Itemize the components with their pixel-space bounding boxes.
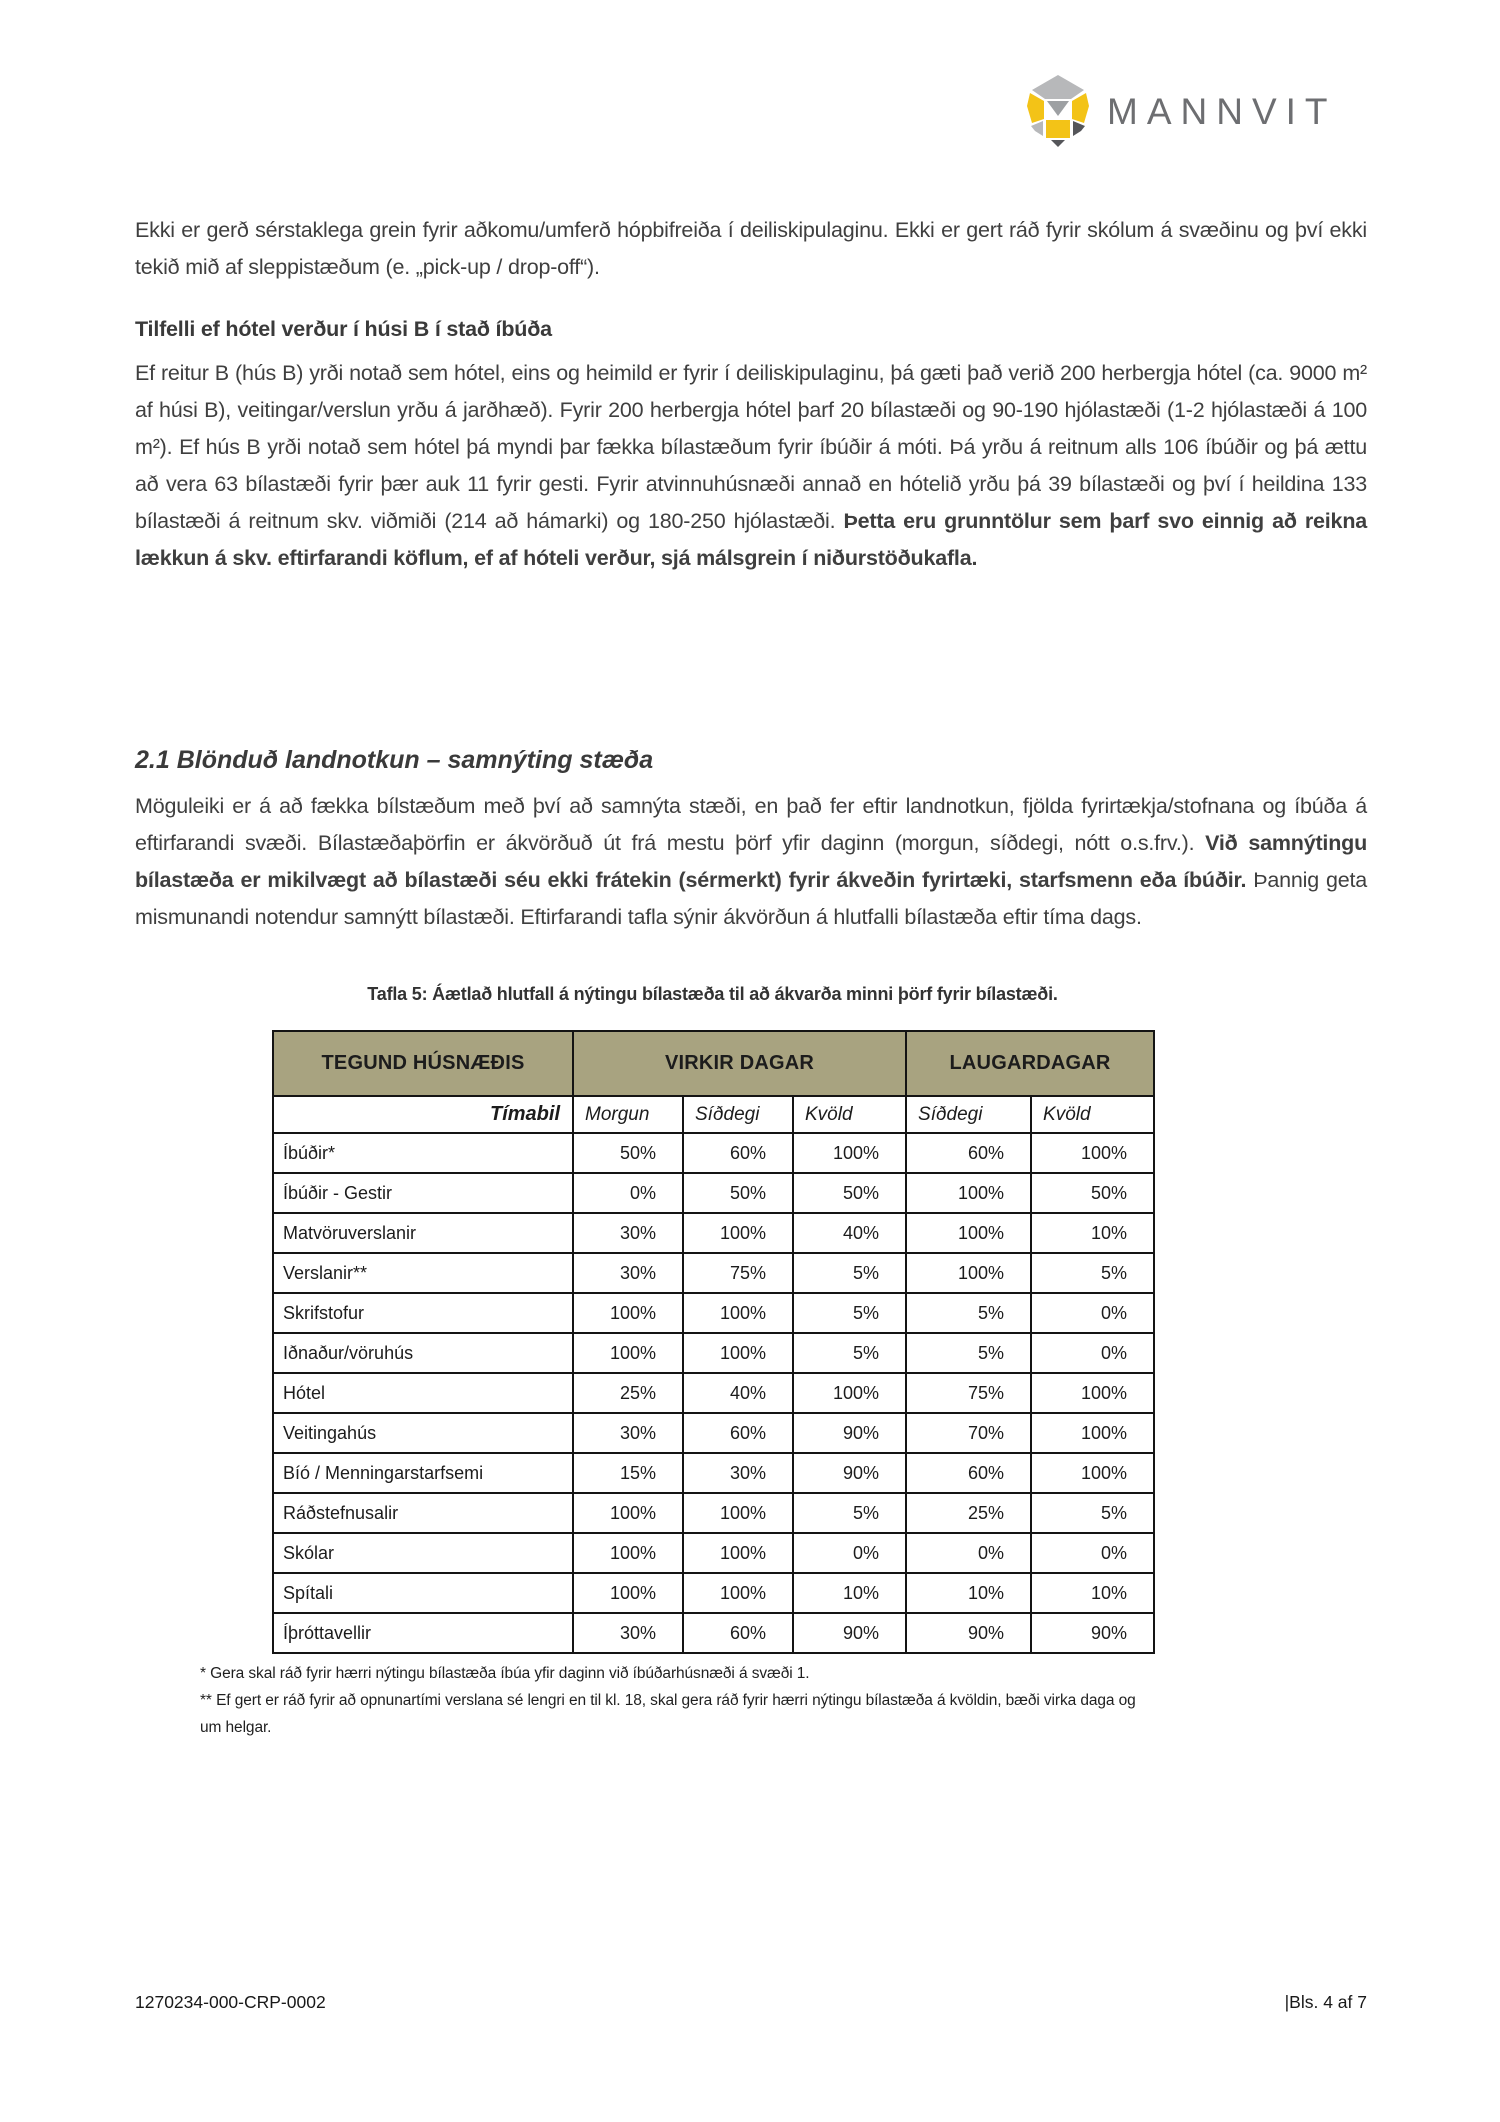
logo-wordmark: MANNVIT xyxy=(1107,90,1337,132)
table-footnotes xyxy=(200,1660,1150,1741)
value-siddegi-laugardagar: 5% xyxy=(906,1293,1031,1333)
value-morgun: 30% xyxy=(573,1413,683,1453)
row-category: Skrifstofur xyxy=(273,1293,573,1333)
table-row xyxy=(273,1373,1154,1413)
footnote-2: ** Ef gert er ráð fyrir að opnunartími verslana sé lengri en til kl. 18, skal gera ráð fyrir hærri nýtingu bílastæða á kvöldin, bæði virka daga og um helgar. xyxy=(200,1692,1136,1736)
value-kvold-laugardagar: 10% xyxy=(1031,1573,1154,1613)
value-siddegi-laugardagar: 90% xyxy=(906,1613,1031,1653)
footnote-1: * Gera skal ráð fyrir hærri nýtingu bílastæða íbúa yfir daginn við íbúðarhúsnæði á svæði 1. xyxy=(200,1665,810,1682)
value-kvold-laugardagar: 100% xyxy=(1031,1413,1154,1453)
col-header-siddegi-laugardagar: Síðdegi xyxy=(906,1096,1031,1133)
value-morgun: 30% xyxy=(573,1213,683,1253)
table-row xyxy=(273,1573,1154,1613)
value-kvold-virkir: 50% xyxy=(793,1173,906,1213)
value-siddegi-laugardagar: 60% xyxy=(906,1453,1031,1493)
value-kvold-laugardagar: 5% xyxy=(1031,1493,1154,1533)
value-siddegi-virkir: 75% xyxy=(683,1253,793,1293)
value-siddegi-virkir: 60% xyxy=(683,1613,793,1653)
col-header-tegund-husnaedis: TEGUND HÚSNÆÐIS xyxy=(273,1031,573,1096)
value-kvold-virkir: 40% xyxy=(793,1213,906,1253)
col-header-virkir-dagar: VIRKIR DAGAR xyxy=(573,1031,906,1096)
value-kvold-laugardagar: 50% xyxy=(1031,1173,1154,1213)
table-row xyxy=(273,1613,1154,1653)
footer-page-number: |Bls. 4 af 7 xyxy=(1284,1992,1367,2012)
value-kvold-virkir: 90% xyxy=(793,1613,906,1653)
row-category: Iðnaður/vöruhús xyxy=(273,1333,573,1373)
col-header-morgun: Morgun xyxy=(573,1096,683,1133)
value-kvold-laugardagar: 0% xyxy=(1031,1533,1154,1573)
value-siddegi-virkir: 100% xyxy=(683,1333,793,1373)
col-header-timabil: Tímabil xyxy=(273,1096,573,1133)
value-kvold-laugardagar: 100% xyxy=(1031,1373,1154,1413)
paragraph-shared-parking-bold: Við samnýtingu bílastæða er mikilvægt að bílastæði séu ekki frátekin (sérmerkt) fyrir ákveðin fyrirtæki, starfsmenn eða íbúðir. xyxy=(135,830,1367,892)
value-morgun: 100% xyxy=(573,1493,683,1533)
paragraph-hotel-case-bold: Þetta eru grunntölur sem þarf svo einnig að reikna lækkun á skv. eftirfarandi köflum, ef af hóteli verður, sjá málsgrein í niðurstöðukafla. xyxy=(135,508,1368,570)
footer-document-number: 1270234-000-CRP-0002 xyxy=(135,1992,326,2012)
paragraph-shared-parking xyxy=(135,788,1367,936)
row-category: Verslanir** xyxy=(273,1253,573,1293)
table-header-times xyxy=(273,1096,1154,1133)
value-siddegi-virkir: 60% xyxy=(683,1133,793,1173)
paragraph-intro: Ekki er gerð sérstaklega grein fyrir aðkomu/umferð hópbifreiða í deiliskipulaginu. Ekki er gert ráð fyrir skólum á svæðinu og því ekki tekið mið af sleppistæðum (e. „pick-up / drop-off“). xyxy=(135,217,1367,279)
value-siddegi-laugardagar: 100% xyxy=(906,1253,1031,1293)
value-siddegi-laugardagar: 100% xyxy=(906,1213,1031,1253)
value-morgun: 30% xyxy=(573,1253,683,1293)
value-siddegi-virkir: 100% xyxy=(683,1533,793,1573)
value-kvold-virkir: 5% xyxy=(793,1293,906,1333)
value-siddegi-laugardagar: 25% xyxy=(906,1493,1031,1533)
parking-utilization-table xyxy=(272,1030,1155,1654)
value-kvold-virkir: 5% xyxy=(793,1253,906,1293)
col-header-kvold-virkir: Kvöld xyxy=(793,1096,906,1133)
table-row xyxy=(273,1453,1154,1493)
value-kvold-virkir: 10% xyxy=(793,1573,906,1613)
value-kvold-laugardagar: 5% xyxy=(1031,1253,1154,1293)
value-siddegi-laugardagar: 75% xyxy=(906,1373,1031,1413)
value-kvold-laugardagar: 10% xyxy=(1031,1213,1154,1253)
table-row xyxy=(273,1253,1154,1293)
value-morgun: 0% xyxy=(573,1173,683,1213)
table-row xyxy=(273,1413,1154,1453)
value-siddegi-laugardagar: 70% xyxy=(906,1413,1031,1453)
value-siddegi-virkir: 100% xyxy=(683,1293,793,1333)
table-header-groups xyxy=(273,1031,1154,1096)
value-kvold-laugardagar: 100% xyxy=(1031,1133,1154,1173)
table-caption: Tafla 5: Áætlað hlutfall á nýtingu bílastæða til að ákvarða minni þörf fyrir bílastæði. xyxy=(367,984,1058,1004)
table-row xyxy=(273,1213,1154,1253)
row-category: Íbúðir - Gestir xyxy=(273,1173,573,1213)
value-siddegi-virkir: 100% xyxy=(683,1213,793,1253)
table-row xyxy=(273,1493,1154,1533)
row-category: Hótel xyxy=(273,1373,573,1413)
value-siddegi-laugardagar: 0% xyxy=(906,1533,1031,1573)
paragraph-shared-parking-text2: Þannig geta mismunandi notendur samnýtt bílastæði. Eftirfarandi tafla sýnir ákvörðun á hlutfalli bílastæða eftir tíma dags. xyxy=(135,867,1367,929)
row-category: Ráðstefnusalir xyxy=(273,1493,573,1533)
value-siddegi-laugardagar: 5% xyxy=(906,1333,1031,1373)
value-siddegi-laugardagar: 10% xyxy=(906,1573,1031,1613)
col-header-siddegi-virkir: Síðdegi xyxy=(683,1096,793,1133)
paragraph-hotel-case-text: Ef reitur B (hús B) yrði notað sem hótel, eins og heimild er fyrir í deiliskipulaginu, þá gæti það verið 200 herbergja hótel (ca. 9000 m² af húsi B), veitingar/verslun yrðu á jarðhæð). Fyrir 200 herbergja hótel þarf 20 bílastæði og 90-190 hjólastæði (1-2 hjólastæði á 100 m²). Ef hús B yrði notað sem hótel þá myndi þar fækka bílastæðum fyrir íbúðir á móti. Þá yrðu á reitnum alls 106 íbúðir og þá ættu að vera 63 bílastæði fyrir þær auk 11 fyrir gesti. Fyrir atvinnuhúsnæði annað en hótelið yrðu þá 39 bílastæði og því í heildina 133 bílastæði á reitnum skv. viðmiði (214 að hámarki) og 180-250 hjólastæði. xyxy=(135,360,1367,533)
value-kvold-laugardagar: 100% xyxy=(1031,1453,1154,1493)
value-kvold-virkir: 5% xyxy=(793,1493,906,1533)
row-category: Skólar xyxy=(273,1533,573,1573)
value-morgun: 30% xyxy=(573,1613,683,1653)
mannvit-gem-icon xyxy=(1026,74,1090,148)
value-kvold-virkir: 100% xyxy=(793,1373,906,1413)
value-siddegi-virkir: 60% xyxy=(683,1413,793,1453)
table-row xyxy=(273,1293,1154,1333)
row-category: Bíó / Menningarstarfsemi xyxy=(273,1453,573,1493)
value-morgun: 100% xyxy=(573,1293,683,1333)
page-footer xyxy=(135,1992,1367,2013)
value-kvold-virkir: 100% xyxy=(793,1133,906,1173)
value-kvold-laugardagar: 90% xyxy=(1031,1613,1154,1653)
value-morgun: 15% xyxy=(573,1453,683,1493)
value-siddegi-laugardagar: 60% xyxy=(906,1133,1031,1173)
row-category: Veitingahús xyxy=(273,1413,573,1453)
value-morgun: 100% xyxy=(573,1333,683,1373)
col-header-laugardagar: LAUGARDAGAR xyxy=(906,1031,1154,1096)
row-category: Matvöruverslanir xyxy=(273,1213,573,1253)
value-siddegi-laugardagar: 100% xyxy=(906,1173,1031,1213)
heading-hotel-case: Tilfelli ef hótel verður í húsi B í stað íbúða xyxy=(135,316,552,341)
col-header-kvold-laugardagar: Kvöld xyxy=(1031,1096,1154,1133)
table-row xyxy=(273,1173,1154,1213)
value-kvold-laugardagar: 0% xyxy=(1031,1333,1154,1373)
table-row xyxy=(273,1133,1154,1173)
row-category: Spítali xyxy=(273,1573,573,1613)
value-kvold-virkir: 90% xyxy=(793,1453,906,1493)
value-morgun: 50% xyxy=(573,1133,683,1173)
section-heading-2-1: 2.1 Blönduð landnotkun – samnýting stæða xyxy=(135,746,654,774)
value-kvold-virkir: 0% xyxy=(793,1533,906,1573)
value-siddegi-virkir: 100% xyxy=(683,1573,793,1613)
table-row xyxy=(273,1533,1154,1573)
mannvit-logo xyxy=(1026,74,1337,148)
value-morgun: 100% xyxy=(573,1533,683,1573)
paragraph-hotel-case xyxy=(135,355,1367,577)
table-row xyxy=(273,1333,1154,1373)
value-kvold-virkir: 90% xyxy=(793,1413,906,1453)
row-category: Íbúðir* xyxy=(273,1133,573,1173)
paragraph-shared-parking-text1: Möguleiki er á að fækka bílstæðum með því að samnýta stæði, en það fer eftir landnotkun, fjölda fyrirtækja/stofnana og íbúða á eftirfarandi svæði. Bílastæðaþörfin er ákvörðuð út frá mestu þörf yfir daginn (morgun, síðdegi, nótt o.s.frv.). xyxy=(135,793,1367,855)
value-kvold-virkir: 5% xyxy=(793,1333,906,1373)
value-siddegi-virkir: 50% xyxy=(683,1173,793,1213)
value-siddegi-virkir: 100% xyxy=(683,1493,793,1533)
value-siddegi-virkir: 30% xyxy=(683,1453,793,1493)
value-morgun: 25% xyxy=(573,1373,683,1413)
value-morgun: 100% xyxy=(573,1573,683,1613)
value-kvold-laugardagar: 0% xyxy=(1031,1293,1154,1333)
value-siddegi-virkir: 40% xyxy=(683,1373,793,1413)
row-category: Íþróttavellir xyxy=(273,1613,573,1653)
